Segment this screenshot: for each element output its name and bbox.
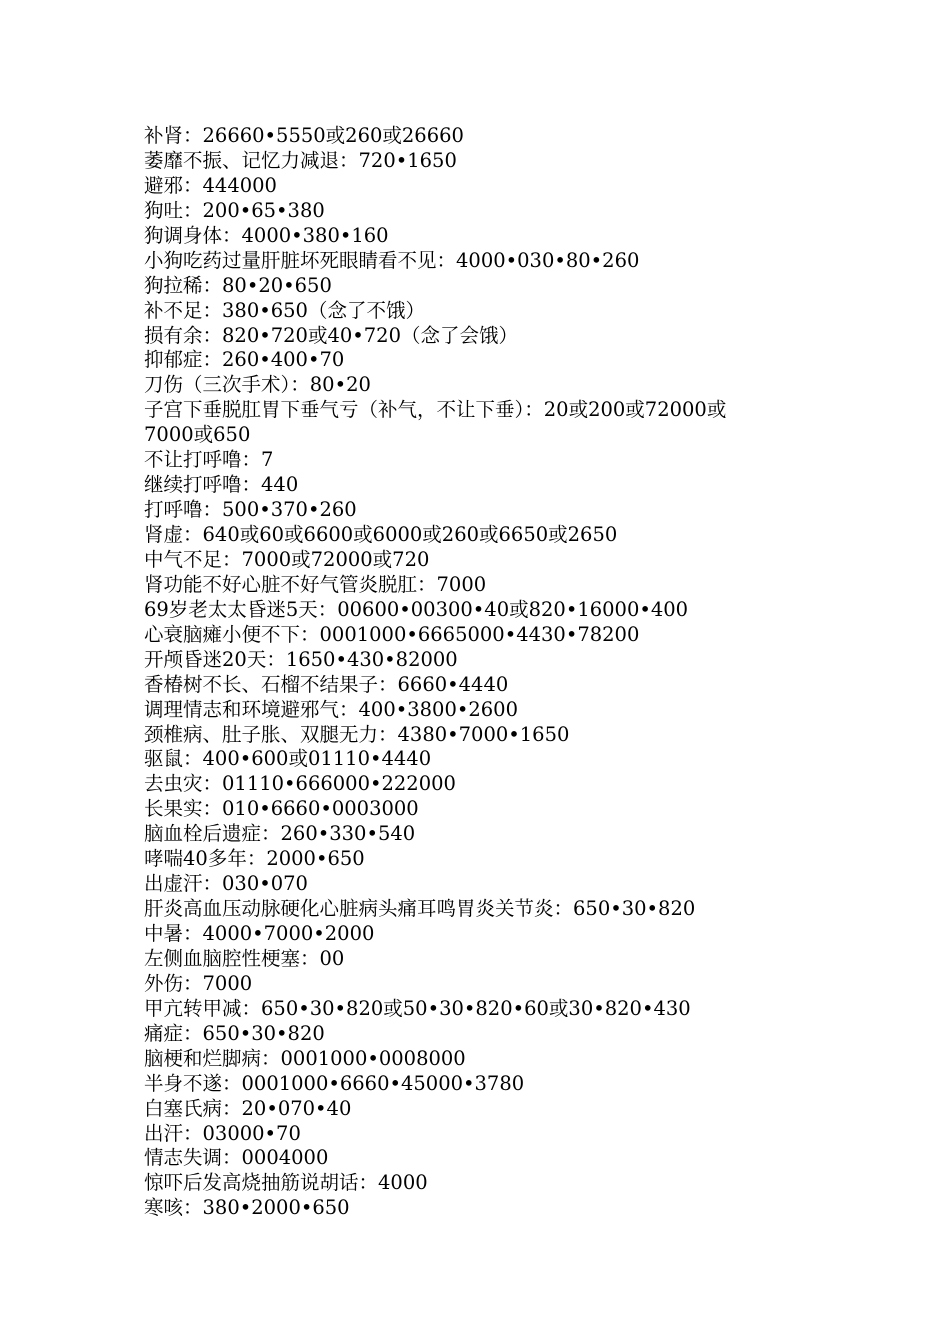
- text-line: 出虚汗：030•070: [144, 872, 308, 896]
- text-line: 补肾：26660•5550或260或26660: [144, 124, 464, 147]
- text-line: 开颅昏迷20天：1650•430•82000: [144, 647, 458, 671]
- text-line: 刀伤（三次手术）：80•20: [144, 373, 371, 397]
- text-line: 避邪：444000: [144, 173, 277, 197]
- text-line: 子宫下垂脱肛胃下垂气亏（补气，不让下垂）：20或200或72000或: [144, 398, 727, 422]
- text-line: 驱鼠：400•600或01110•4440: [144, 747, 432, 771]
- text-line: 调理情志和环境避邪气：400•3800•2600: [144, 697, 518, 721]
- text-line: 哮喘40多年：2000•650: [144, 847, 365, 871]
- text-line: 脑血栓后遗症：260•330•540: [144, 822, 416, 846]
- text-line: 狗调身体：4000•380•160: [144, 223, 389, 247]
- text-line: 中气不足：7000或72000或720: [144, 547, 430, 571]
- text-line: 痛症：650•30•820: [144, 1021, 325, 1045]
- text-line: 打呼噜：500•370•260: [144, 498, 357, 522]
- text-line: 肾功能不好心脏不好气管炎脱肛：7000: [144, 572, 487, 596]
- text-body: [144, 124, 824, 1221]
- text-line: 不让打呼噜：7: [144, 448, 274, 472]
- text-line: 萎靡不振、记忆力减退：720•1650: [144, 148, 457, 172]
- text-line: 半身不遂：0001000•6660•45000•3780: [144, 1071, 525, 1095]
- text-line: 抑郁症：260•400•70: [144, 348, 345, 372]
- text-line: 情志失调：0004000: [144, 1146, 329, 1170]
- text-line: 心衰脑瘫小便不下：0001000•6665000•4430•78200: [144, 622, 640, 646]
- text-line: 补不足：380•650（念了不饿）: [144, 298, 425, 322]
- text-line: 寒咳：380•2000•650: [144, 1196, 350, 1220]
- text-line: 69岁老太太昏迷5天：00600•00300•40或820•16000•400: [144, 597, 689, 621]
- text-line: 肾虚：640或60或6600或6000或260或6650或2650: [144, 523, 618, 546]
- text-line: 肝炎高血压动脉硬化心脏病头痛耳鸣胃炎关节炎：650•30•820: [144, 897, 696, 921]
- text-line: 去虫灾：01110•666000•222000: [144, 772, 456, 796]
- text-line: 外伤：7000: [144, 971, 253, 995]
- text-line: 白塞氏病：20•070•40: [144, 1096, 352, 1120]
- text-line: 中暑：4000•7000•2000: [144, 922, 375, 945]
- text-line: 脑梗和烂脚病：0001000•0008000: [144, 1046, 466, 1070]
- text-line: 狗拉稀：80•20•650: [144, 273, 332, 297]
- text-line: 香椿树不长、石榴不结果子：6660•4440: [144, 672, 509, 696]
- text-line: 出汗：03000•70: [144, 1121, 301, 1145]
- text-line: 损有余：820•720或40•720（念了会饿）: [144, 323, 518, 347]
- text-line: 左侧血脑腔性梗塞：00: [144, 946, 345, 970]
- text-line: 狗吐：200•65•380: [144, 198, 325, 222]
- text-line: 小狗吃药过量肝脏坏死眼睛看不见：4000•030•80•260: [144, 248, 640, 272]
- text-line: 甲亢转甲减：650•30•820或50•30•820•60或30•820•430: [144, 996, 691, 1020]
- text-line: 继续打呼噜：440: [144, 473, 299, 497]
- text-line: 颈椎病、肚子胀、双腿无力：4380•7000•1650: [144, 722, 570, 746]
- text-line: 长果实：010•6660•0003000: [144, 797, 419, 821]
- text-line: 7000或650: [144, 423, 251, 447]
- text-line: 惊吓后发高烧抽筋说胡话：4000: [144, 1171, 428, 1195]
